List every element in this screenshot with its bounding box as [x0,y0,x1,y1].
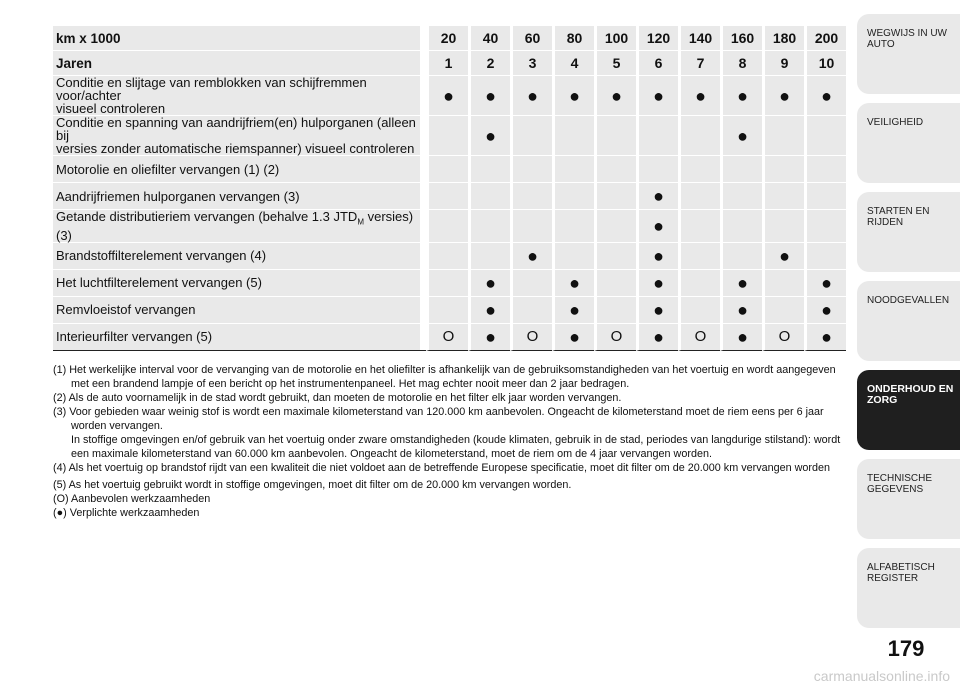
schedule-cell [594,297,636,324]
schedule-cell [594,270,636,297]
schedule-cell [426,76,468,116]
schedule-cell [678,76,720,116]
schedule-cell [594,210,636,243]
sidebar-tab[interactable] [857,281,960,361]
task-label-line: versies zonder automatische riemspanner) visueel controleren [56,141,415,156]
years-header-value: 10 [804,51,846,76]
schedule-cell [762,156,804,183]
years-header-value: 2 [468,51,510,76]
page-number: 179 [887,636,925,661]
years-header-value: 6 [636,51,678,76]
filled-dot-icon: ● [443,85,454,106]
schedule-cell [720,297,762,324]
maintenance-schedule-table [53,26,846,351]
schedule-cell [510,116,552,156]
schedule-cell [636,324,678,351]
schedule-cell [720,270,762,297]
filled-dot-icon: ● [737,326,748,347]
schedule-cell [804,116,846,156]
years-header-value: 5 [594,51,636,76]
table-row [53,243,846,270]
schedule-cell [510,183,552,210]
schedule-cell [552,116,594,156]
legend-recommended: (O) Aanbevolen werkzaamheden [53,493,211,505]
task-label [53,243,420,270]
filled-dot-icon: ● [485,326,496,347]
filled-dot-icon: ● [653,245,664,266]
schedule-cell [426,324,468,351]
schedule-cell [552,210,594,243]
schedule-cell [468,210,510,243]
filled-dot-icon: ● [485,125,496,146]
schedule-cell [804,297,846,324]
chapter-sidebar [857,14,960,630]
schedule-cell [762,116,804,156]
task-label-part: M [357,217,364,227]
schedule-cell [636,270,678,297]
sidebar-tab-line: NOODGEVALLEN [867,295,950,306]
filled-dot-icon: ● [527,85,538,106]
task-label [53,210,420,243]
sidebar-tab-line: ONDERHOUD EN [867,383,954,395]
schedule-cell [636,183,678,210]
task-label-line: Motorolie en oliefilter vervangen (1) (2) [56,161,280,177]
sidebar-tab[interactable] [857,370,960,450]
years-header-label: Jaren [53,51,420,76]
schedule-cell [678,324,720,351]
km-header-value: 20 [426,26,468,51]
filled-dot-icon: ● [569,272,580,293]
schedule-cell [804,210,846,243]
open-circle-icon: O [442,328,455,346]
task-label-part: versies) (3) [56,209,414,243]
years-header-value: 8 [720,51,762,76]
filled-dot-icon: ● [569,326,580,347]
footnote-4: (4) Als het voertuig op brandstof rijdt van een kwaliteit die niet voldoet aan de betreffende Europese specificatie, moet dit filter om de 20.000 km vervangen worden [53,462,831,474]
schedule-cell [678,156,720,183]
schedule-cell [552,324,594,351]
schedule-cell [636,210,678,243]
filled-dot-icon: ● [737,272,748,293]
filled-dot-icon: ● [653,85,664,106]
schedule-cell [678,183,720,210]
schedule-cell [468,116,510,156]
schedule-cell [468,297,510,324]
sidebar-tab[interactable] [857,103,960,183]
schedule-cell [762,76,804,116]
task-label [53,116,420,156]
schedule-cell [804,324,846,351]
sidebar-tab[interactable] [857,192,960,272]
sidebar-tab[interactable] [857,459,960,539]
schedule-cell [426,116,468,156]
open-circle-icon: O [610,328,623,346]
schedule-cell [636,76,678,116]
km-header-value: 100 [594,26,636,51]
schedule-cell [510,243,552,270]
km-header-value: 60 [510,26,552,51]
table-row [53,210,846,243]
footnote-2: (2) Als de auto voornamelijk in de stad wordt gebruikt, dan moeten de motorolie en het filter elk jaar worden vervangen. [53,392,622,404]
schedule-cell [720,116,762,156]
schedule-cell [552,297,594,324]
schedule-cell [720,210,762,243]
km-header-label: km x 1000 [53,26,420,51]
task-label [53,270,420,297]
years-header-value: 9 [762,51,804,76]
task-label-line: visueel controleren [56,101,166,116]
schedule-cell [510,156,552,183]
schedule-cell [510,76,552,116]
schedule-cell [468,270,510,297]
sidebar-tab-line: TECHNISCHE [867,473,933,484]
task-label-part: Getande distributieriem vervangen (behalve 1.3 JTD [56,209,358,224]
schedule-cell [804,270,846,297]
filled-dot-icon: ● [569,85,580,106]
years-header-value: 3 [510,51,552,76]
task-label-line: Brandstoffilterelement vervangen (4) [56,248,267,264]
schedule-cell [552,183,594,210]
filled-dot-icon: ● [653,299,664,320]
filled-dot-icon: ● [569,299,580,320]
filled-dot-icon: ● [485,85,496,106]
years-header [53,51,846,76]
sidebar-tab[interactable] [857,14,960,94]
filled-dot-icon: ● [821,272,832,293]
schedule-cell [720,183,762,210]
km-header-value: 200 [804,26,846,51]
schedule-cell [468,324,510,351]
table-row [53,156,846,183]
table-row [53,183,846,210]
schedule-cell [762,297,804,324]
filled-dot-icon: ● [737,299,748,320]
schedule-cell [678,210,720,243]
km-header-value: 160 [720,26,762,51]
filled-dot-icon: ● [821,326,832,347]
sidebar-tab-line: STARTEN EN RIJDEN [867,206,930,228]
schedule-cell [678,116,720,156]
table-row [53,116,846,156]
sidebar-tab-line: WEGWIJS IN UW [867,28,947,39]
sidebar-tab-line: VEILIGHEID [867,117,924,128]
task-label-line: Conditie en slijtage van remblokken van schijfremmen voor/achter [56,75,367,103]
table-row [53,270,846,297]
schedule-cell [804,183,846,210]
schedule-cell [510,297,552,324]
footnotes [53,363,846,520]
schedule-cell [636,243,678,270]
schedule-cell [426,183,468,210]
filled-dot-icon: ● [653,326,664,347]
watermark: carmanualsonline.info [813,668,950,684]
schedule-cell [720,156,762,183]
filled-dot-icon: ● [821,85,832,106]
filled-dot-icon: ● [779,85,790,106]
schedule-cell [552,156,594,183]
schedule-cell [720,324,762,351]
sidebar-tab[interactable] [857,548,960,628]
schedule-cell [678,297,720,324]
schedule-cell [552,243,594,270]
schedule-cell [762,324,804,351]
task-label-line: Conditie en spanning van aandrijfriem(en) hulporganen (alleen bij [56,115,416,143]
schedule-cell [678,270,720,297]
footnote-3-continued: In stoffige omgevingen en/of gebruik van het voertuig onder zware omstandigheden (koude klimaten, gebruik in de stad, periodes van langdurige stilstand): wordt een maximale kilometerstand van 60.000 km aanbevolen. Ongeacht de kilometerstand, moet de riem om de 4 jaar vervangen worden. [71,434,841,460]
schedule-cell [762,210,804,243]
schedule-cell [762,183,804,210]
open-circle-icon: O [526,328,539,346]
footnote-1: (1) Het werkelijke interval voor de vervanging van de motorolie en het oliefilter is afhankelijk van de gebruiksomstandigheden van het voertuig en wordt aangegeven met een brandend lampje of een bericht op het instrumentenpaneel. Het mag echter nooit meer dan 2 jaar bedragen. [53,364,836,390]
task-label-line: Interieurfilter vervangen (5) [56,329,213,345]
schedule-cell [426,243,468,270]
filled-dot-icon: ● [653,215,664,236]
filled-dot-icon: ● [611,85,622,106]
table-row [53,76,846,116]
table-row [53,297,846,324]
open-circle-icon: O [694,328,707,346]
km-header-value: 80 [552,26,594,51]
schedule-cell [594,76,636,116]
legend-mandatory: (●) Verplichte werkzaamheden [53,507,200,519]
filled-dot-icon: ● [485,272,496,293]
task-label-line: Aandrijfriemen hulporganen vervangen (3) [56,188,300,204]
schedule-cell [510,210,552,243]
km-header-value: 40 [468,26,510,51]
sidebar-tab-line: AUTO [867,39,895,50]
filled-dot-icon: ● [56,507,64,519]
schedule-cell [678,243,720,270]
sidebar-tab-line: ALFABETISCH [867,562,935,573]
footnote-3: (3) Voor gebieden waar weinig stof is wordt een maximale kilometerstand van 120.000 km aanbevolen. Ongeacht de kilometerstand moet de riem eens per 6 jaar worden vervangen. [53,406,824,432]
schedule-cell [552,76,594,116]
schedule-cell [594,156,636,183]
schedule-cell [426,156,468,183]
km-header-value: 140 [678,26,720,51]
km-header-value: 120 [636,26,678,51]
open-circle-icon: O [778,328,791,346]
sidebar-tab-line: REGISTER [867,573,919,584]
schedule-cell [594,243,636,270]
schedule-cell [468,243,510,270]
schedule-cell [636,116,678,156]
task-label [53,324,420,351]
schedule-cell [804,156,846,183]
task-label [53,76,420,116]
schedule-cell [636,297,678,324]
schedule-cell [594,324,636,351]
years-header-value: 7 [678,51,720,76]
sidebar-tab-line: ZORG [867,394,898,406]
schedule-cell [636,156,678,183]
schedule-cell [510,324,552,351]
schedule-cell [762,243,804,270]
task-label-line: Het luchtfilterelement vervangen (5) [56,275,262,291]
schedule-cell [594,116,636,156]
schedule-cell [720,243,762,270]
task-label [53,156,420,183]
schedule-cell [468,76,510,116]
schedule-cell [720,76,762,116]
task-label [53,297,420,324]
schedule-cell [468,156,510,183]
schedule-cell [594,183,636,210]
schedule-cell [762,270,804,297]
filled-dot-icon: ● [653,186,664,206]
schedule-cell [468,183,510,210]
task-label [53,183,420,210]
years-header-value: 4 [552,51,594,76]
task-label-line: Remvloeistof vervangen [56,302,196,318]
sidebar-tab-line: GEGEVENS [867,484,924,495]
km-header-value: 180 [762,26,804,51]
years-header-value: 1 [426,51,468,76]
filled-dot-icon: ● [737,85,748,106]
schedule-cell [804,76,846,116]
schedule-cell [426,297,468,324]
table-row [53,324,846,351]
km-header [53,26,846,51]
filled-dot-icon: ● [737,125,748,146]
filled-dot-icon: ● [485,299,496,320]
filled-dot-icon: ● [527,245,538,266]
filled-dot-icon: ● [821,299,832,320]
schedule-cell [804,243,846,270]
filled-dot-icon: ● [695,85,706,106]
schedule-cell [426,270,468,297]
filled-dot-icon: ● [779,245,790,266]
schedule-cell [552,270,594,297]
schedule-cell [510,270,552,297]
filled-dot-icon: ● [653,272,664,293]
footnote-5: (5) As het voertuig gebruikt wordt in stoffige omgevingen, moet dit filter om de 20.000 km vervangen worden. [53,479,572,491]
schedule-cell [426,210,468,243]
